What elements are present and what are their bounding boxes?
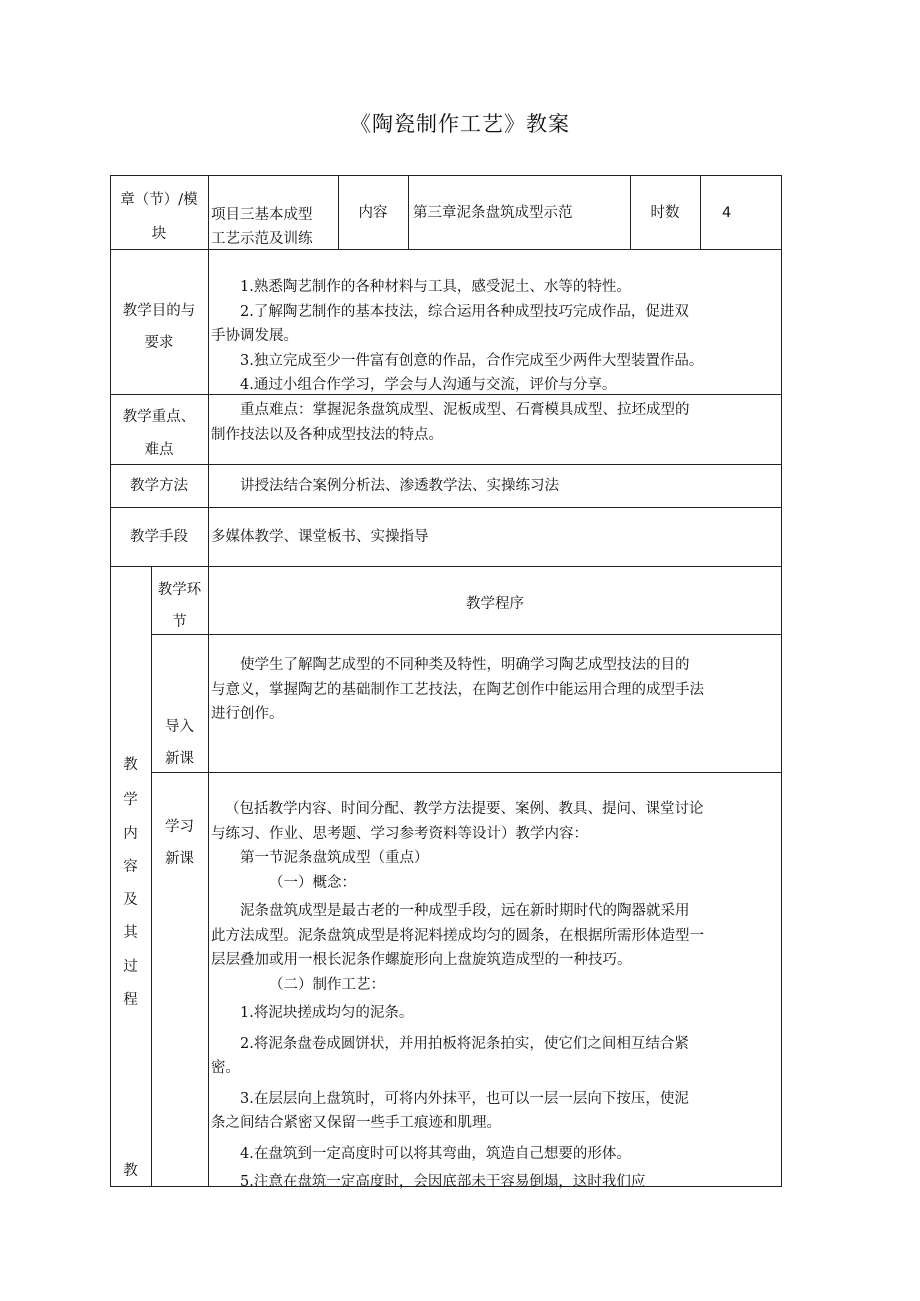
project-name-cont: 工艺示范及训练 — [211, 231, 313, 247]
process-side-char: 其 — [123, 925, 138, 941]
objective-line: 3.独立完成至少一件富有创意的作品，合作完成至少两件大型装置作品。 — [240, 352, 704, 369]
process-side-char: 内 — [123, 826, 138, 842]
key-points-label: 教学重点、 — [122, 409, 196, 425]
learning-line: 5.注意在盘筑一定高度时，会因底部未干容易倒塌，这时我们应 — [240, 1174, 646, 1190]
page-title: 《陶瓷制作工艺》教案 — [350, 112, 570, 136]
process-side-char: 容 — [123, 859, 138, 875]
learning-line: （包括教学内容、时间分配、教学方法提要、案例、教具、提问、课堂讨论 — [225, 801, 704, 817]
key-points-line: 重点难点：掌握泥条盘筑成型、泥板成型、石膏模具成型、拉坯成型的 — [240, 402, 690, 418]
objectives-label: 教学目的与 — [122, 303, 196, 319]
col-divider — [408, 175, 409, 249]
means-label: 教学手段 — [130, 529, 188, 545]
learning-line: （二）制作工艺： — [269, 976, 385, 993]
learning-line: 第一节泥条盘筑成型（重点） — [240, 850, 429, 866]
stage-header-cont: 节 — [172, 614, 187, 630]
learning-line: 此方法成型。泥条盘筑成型是将泥料搓成均匀的圆条，在根据所需形体造型一 — [211, 927, 704, 944]
chapter-label-cont: 块 — [151, 226, 167, 242]
learning-line: （一）概念： — [269, 874, 356, 891]
learning-line: 泥条盘筑成型是最古老的一种成型手段，远在新时期时代的陶器就采用 — [240, 903, 690, 919]
content-label: 内容 — [358, 205, 388, 221]
learning-text — [211, 797, 704, 1195]
learning-line: 4.在盘筑到一定高度时可以将其弯曲，筑造自己想要的形体。 — [240, 1145, 631, 1162]
row-divider — [110, 507, 782, 508]
content-value: 第三章泥条盘筑成型示范 — [413, 205, 573, 221]
col-divider — [208, 175, 209, 1187]
col-divider — [700, 175, 701, 249]
project-name: 项目三基本成型 — [211, 207, 313, 223]
key-points-text — [211, 398, 690, 447]
row-divider — [151, 634, 782, 635]
intro-label-cont: 新课 — [165, 751, 194, 767]
learning-line: 3.在层层向上盘筑时，可将内外抹平，也可以一层一层向下按压，使泥 — [240, 1090, 689, 1107]
col-divider — [151, 566, 152, 1187]
means-value: 多媒体教学、课堂板书、实操指导 — [211, 529, 429, 545]
learning-label-cont: 新课 — [165, 851, 194, 867]
method-label: 教学方法 — [130, 478, 188, 494]
process-side-char: 学 — [123, 792, 138, 808]
hours-value: 4 — [722, 205, 732, 221]
intro-text — [211, 653, 704, 727]
key-points-label-cont: 难点 — [144, 442, 174, 458]
learning-line: 条之间结合紧密又保留一些手工痕迹和肌理。 — [211, 1115, 501, 1131]
process-side-char: 及 — [123, 892, 138, 908]
process-side-char: 程 — [123, 992, 138, 1008]
stage-header: 教学环 — [157, 582, 202, 598]
learning-label: 学习 — [165, 819, 194, 835]
objectives-label-cont: 要求 — [144, 335, 174, 351]
row-divider — [151, 772, 782, 773]
key-points-line: 制作技法以及各种成型技法的特点。 — [211, 426, 443, 443]
process-side-char-bottom: 教 — [123, 1163, 138, 1179]
chapter-label: 章（节）/模 — [120, 192, 198, 208]
row-divider — [110, 566, 782, 567]
process-side-char: 过 — [123, 959, 138, 975]
intro-line: 与意义，掌握陶艺的基础制作工艺技法，在陶艺创作中能运用合理的成型手法 — [211, 681, 704, 698]
method-value: 讲授法结合案例分析法、渗透教学法、实操练习法 — [240, 478, 559, 494]
learning-line: 与练习、作业、思考题、学习参考资料等设计）教学内容： — [211, 825, 588, 842]
learning-line: 密。 — [211, 1060, 240, 1076]
intro-label: 导入 — [165, 719, 194, 735]
intro-line: 使学生了解陶艺成型的不同种类及特性，明确学习陶艺成型技法的目的 — [240, 657, 690, 673]
objective-line: 1.熟悉陶艺制作的各种材料与工具，感受泥土、水等的特性。 — [240, 279, 631, 295]
procedure-header: 教学程序 — [466, 596, 524, 612]
learning-line: 2.将泥条盘卷成圆饼状，并用拍板将泥条拍实，使它们之间相互结合紧 — [240, 1035, 689, 1052]
learning-line: 1.将泥块搓成均匀的泥条。 — [240, 1005, 414, 1021]
hours-label: 时数 — [650, 205, 680, 221]
row-divider — [110, 464, 782, 465]
objectives-text — [211, 275, 703, 398]
objective-line: 2.了解陶艺制作的基本技法，综合运用各种成型技巧完成作品，促进双 — [240, 303, 689, 320]
learning-line: 层层叠加或用一根长泥条作螺旋形向上盘旋筑造成型的一种技巧。 — [211, 952, 632, 968]
objective-line: 手协调发展。 — [211, 328, 298, 344]
intro-line: 进行创作。 — [211, 706, 284, 722]
objective-line: 4.通过小组合作学习，学会与人沟通与交流，评价与分享。 — [240, 377, 617, 393]
process-side-char: 教 — [123, 757, 138, 773]
